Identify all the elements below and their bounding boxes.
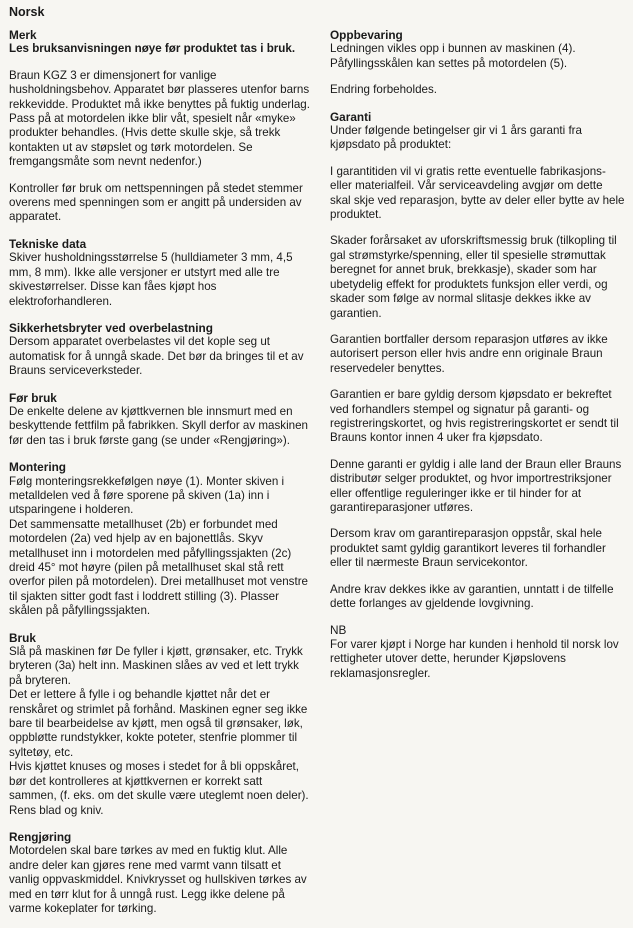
paragraph: Ledningen vikles opp i bunnen av maskinen (4). Påfyllingsskålen kan settes på motordelen (5). xyxy=(330,42,576,70)
paragraph: Under følgende betingelser gir vi 1 års garanti fra kjøpsdato på produktet: xyxy=(330,124,582,152)
section-nb xyxy=(330,623,625,681)
section-heading: Tekniske data xyxy=(9,236,87,251)
section-heading: NB xyxy=(330,623,347,638)
paragraph: Skader forårsaket av uforskriftsmessig bruk (tilkopling til gal strømstyrke/spenning, eller til spesielle strømuttak beregnet for annet bruk, brekkasje), skader som har ubetydelig effekt for produktets funksjon eller verdi, og skader som følge av normal slitasje dekkes ikke av garantien. xyxy=(330,234,617,320)
section-heading: Rengjøring xyxy=(9,829,72,844)
section-sikkerhetsbryter-ved-overbelastning xyxy=(9,321,312,379)
section-montering xyxy=(9,460,312,618)
paragraph: De enkelte delene av kjøttkvernen ble innsmurt med en beskyttende fettfilm på fabrikken. Skyll derfor av maskinen før den tas i bruk første gang (se under «Rengjøring»). xyxy=(9,404,308,447)
paragraph: Braun KGZ 3 er dimensjonert for vanlige husholdningsbehov. Apparatet bør plasseres utenfor barns rekkevidde. Produktet må ikke benyttes på fuktig underlag. Pass på at motordelen ikke blir våt, spesielt når «myke» produkter behandles. (Hvis dette skulle skje, så trekk kontakten ut av støpslet og tørk motordelen. Se fremgangsmåte som nevnt nedenfor.) xyxy=(9,68,310,169)
paragraph: Endring forbeholdes. xyxy=(330,83,437,97)
paragraph: I garantitiden vil vi gratis rette eventuelle fabrikasjons- eller materialfeil. Vår serviceavdeling avgjør om dette skal skje ved reparasjon, bytte av deler eller bytte av hele produktet. xyxy=(330,164,625,222)
section-heading: Sikkerhetsbryter ved overbelastning xyxy=(9,320,213,335)
paragraph: Dersom apparatet overbelastes vil det kople seg ut automatisk for å unngå skade. Det bør da bringes til et av Brauns serviceverksteder. xyxy=(9,335,304,378)
section-fr-bruk xyxy=(9,391,312,449)
paragraph: Denne garanti er gyldig i alle land der Braun eller Brauns distributør selger produktet, og hvor importrestriksjoner eller offentlige reguleringer ikke er til hinder for at garantireparasjoner utføres. xyxy=(330,457,622,514)
paragraph: Andre krav dekkes ikke av garantien, unntatt i de tilfelle dette forlanges av gjeldende lovgivning. xyxy=(330,582,614,610)
paragraph: Følg monteringsrekkefølgen nøye (1). Monter skiven i metalldelen ved å føre sporene på skiven (1a) inn i utsparingene i holderen. xyxy=(9,474,285,517)
section-heading: Før bruk xyxy=(9,390,57,405)
left-column xyxy=(9,28,312,928)
paragraph: Det er lettere å fylle i og behandle kjøttet når det er renskåret og strimlet på forhånd. Maskinen egner seg ikke bare til bearbeidelse av kjøtt, men også til grønsaker, løk, oppbløtte rundstykker, kokte poteter, stenfrie plommer til syltetøy, etc. xyxy=(9,688,308,759)
right-column xyxy=(330,28,625,693)
paragraph: Skiver husholdningsstørrelse 5 (hulldiameter 3 mm, 4,5 mm, 8 mm). Ikke alle versjoner er utstyrt med alle tre skivestørrelser. Disse kan fåes kjøpt hos elektroforhandleren. xyxy=(9,251,293,308)
section-garanti xyxy=(330,110,625,612)
paragraph: Garantien er bare gyldig dersom kjøpsdato er bekreftet ved forhandlers stempel og signatur på garanti- og registreringskortet, og hvis registreringskortet er sendt til Brauns kontor innen 4 uker fra kjøpsdato. xyxy=(330,388,619,445)
paragraph: For varer kjøpt i Norge har kunden i henhold til norsk lov rettigheter utover dette, herunder Kjøpslovens reklamasjonsregler. xyxy=(330,637,619,680)
section-merk xyxy=(9,28,312,225)
section-rengjring xyxy=(9,830,312,916)
section-heading: Bruk xyxy=(9,630,36,645)
section-subheading: Les bruksanvisningen nøye før produktet tas i bruk. xyxy=(9,42,296,56)
section-heading: Merk xyxy=(9,28,37,42)
page-header: Norsk xyxy=(9,5,45,19)
paragraph: Kontroller før bruk om nettspenningen på stedet stemmer overens med spenningen som er angitt på undersiden av apparatet. xyxy=(9,181,303,224)
section-bruk xyxy=(9,631,312,818)
paragraph: Dersom krav om garantireparasjon oppstår, skal hele produktet samt gyldig garantikort leveres til forhandler eller til nærmeste Braun servicekontor. xyxy=(330,527,606,570)
paragraph: Slå på maskinen før De fyller i kjøtt, grønsaker, etc. Trykk bryteren (3a) helt inn. Maskinen slåes av ved et lett trykk på bryteren. xyxy=(9,645,303,687)
section-heading: Oppbevaring xyxy=(330,28,403,42)
paragraph: Det sammensatte metallhuset (2b) er forbundet med motordelen (2a) ved hjelp av en bajonettlås. Skyv metallhuset inn i motordelen med påfyllingssjakten (2c) dreid 45° mot høyre (pilen på metallhuset skal stå rett overfor pilen på motordelen). Drei metallhuset mot venstre til sjakten sitter godt fast i loddrett stilling (3). Plasser skålen på påfyllingssjakten. xyxy=(9,517,308,618)
paragraph: Motordelen skal bare tørkes av med en fuktig klut. Alle andre deler kan gjøres rene med varmt vann tilsatt et vanlig oppvaskmiddel. Knivkrysset og hullskiven tørkes av med en tørr klut for å unngå rust. Legg ikke delene på varme kokeplater for tørking. xyxy=(9,844,307,915)
section-tekniske-data xyxy=(9,237,312,309)
paragraph: Hvis kjøttet knuses og moses i stedet for å bli oppskåret, bør det kontrolleres at kjøttkvernen er korrekt satt sammen, (f. eks. om det skulle være uteglemt noen deler). Rens blad og kniv. xyxy=(9,760,309,817)
section-oppbevaring xyxy=(330,28,625,98)
paragraph: Garantien bortfaller dersom reparasjon utføres av ikke autorisert person eller hvis andre enn originale Braun reservedeler benyttes. xyxy=(330,332,608,375)
section-heading: Garanti xyxy=(330,109,372,124)
section-heading: Montering xyxy=(9,460,67,475)
